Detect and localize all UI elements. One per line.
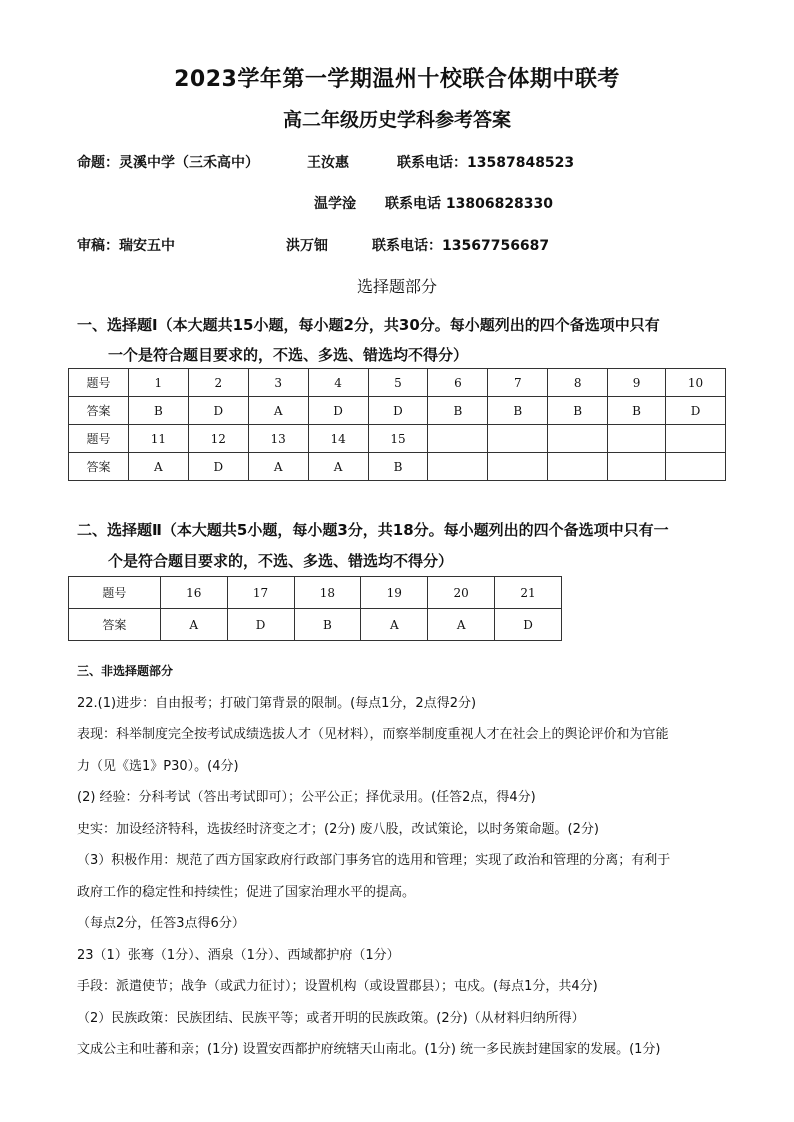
table-cell: 13	[248, 425, 308, 453]
table-cell: D	[666, 397, 726, 425]
reviewer-phone: 联系电话：13567756687	[372, 238, 550, 254]
table-cell: 8	[548, 369, 608, 397]
reviewer-school: 审稿：瑞安五中	[77, 238, 175, 254]
table-cell: A	[248, 397, 308, 425]
part3-answers	[77, 656, 727, 1066]
table-cell: 1	[128, 369, 188, 397]
answer-line: 手段：派遣使节；战争（或武力征讨）；设置机构（或设置郡县）；屯戍。(每点1分，共4分)	[77, 979, 598, 994]
reviewer-name: 洪万钿	[286, 238, 328, 254]
table-cell: D	[188, 397, 248, 425]
document-subtitle: 高二年级历史学科参考答案	[282, 109, 511, 131]
row-label-answer: 答案	[69, 453, 129, 481]
table-cell	[666, 425, 726, 453]
answer-line: 力（见《选1》P30）。(4分)	[77, 758, 239, 774]
table-cell	[428, 425, 488, 453]
table-cell: D	[308, 397, 368, 425]
table-cell: B	[608, 397, 666, 425]
part2-heading-line1: 二、选择题Ⅱ（本大题共5小题，每小题3分，共18分。每小题列出的四个备选项中只有一	[77, 521, 669, 539]
proposer-school: 命题：灵溪中学（三禾高中）	[77, 155, 259, 171]
table-cell: B	[294, 609, 361, 641]
table-row	[69, 577, 562, 609]
table-cell	[548, 425, 608, 453]
table-cell	[548, 453, 608, 481]
row-label-question: 题号	[69, 425, 129, 453]
row-label-answer: 答案	[69, 609, 161, 641]
answer-line: 22.(1)进步：自由报考；打破门第背景的限制。(每点1分，2点得2分)	[77, 695, 477, 711]
table-cell: 20	[428, 577, 495, 609]
table-cell: B	[128, 397, 188, 425]
table-cell: 2	[188, 369, 248, 397]
table-cell: B	[488, 397, 548, 425]
table-row	[69, 609, 562, 641]
proposer2-phone: 联系电话 13806828330	[385, 196, 554, 212]
table-cell: 10	[666, 369, 726, 397]
answer-line: 政府工作的稳定性和持续性；促进了国家治理水平的提高。	[77, 884, 416, 900]
document-title: 2023学年第一学期温州十校联合体期中联考	[174, 67, 620, 92]
answer-line: （2）民族政策：民族团结、民族平等；或者开明的民族政策。(2分)（从材料归纳所得）	[77, 1010, 585, 1026]
table-cell: 3	[248, 369, 308, 397]
table-cell: 21	[495, 577, 562, 609]
table-cell: 12	[188, 425, 248, 453]
table-row	[69, 397, 726, 425]
proposer-phone: 联系电话：13587848523	[397, 155, 575, 171]
table-cell: A	[248, 453, 308, 481]
table-cell: A	[128, 453, 188, 481]
table-cell: 6	[428, 369, 488, 397]
answer-line: 23（1）张骞（1分）、酒泉（1分）、西域都护府（1分）	[77, 947, 400, 963]
table-row	[69, 369, 726, 397]
proposer2-name: 温学淦	[314, 196, 356, 212]
table-cell: 18	[294, 577, 361, 609]
table-cell: A	[361, 609, 428, 641]
table-cell: 15	[368, 425, 428, 453]
table-cell	[488, 425, 548, 453]
part1-answer-table	[68, 368, 726, 481]
answer-line: （每点2分，任答3点得6分）	[77, 916, 245, 931]
part1-heading-line2: 一个是符合题目要求的，不选、多选、错选均不得分）	[108, 346, 469, 364]
table-cell: A	[308, 453, 368, 481]
table-cell	[666, 453, 726, 481]
table-cell: 9	[608, 369, 666, 397]
part2-answer-table	[68, 576, 562, 641]
row-label-question: 题号	[69, 577, 161, 609]
table-cell: 4	[308, 369, 368, 397]
table-cell: 7	[488, 369, 548, 397]
answer-line: 史实：加设经济特科，选拔经时济变之才；(2分) 废八股，改试策论，以时务策命题。(2分)	[77, 821, 599, 837]
table-cell: D	[227, 609, 294, 641]
answer-line: 文成公主和吐蕃和亲；(1分) 设置安西都护府统辖天山南北。(1分) 统一多民族封建国家的发展。(1分)	[77, 1042, 661, 1057]
table-cell: 14	[308, 425, 368, 453]
table-cell: A	[428, 609, 495, 641]
answer-line: （3）积极作用：规范了西方国家政府行政部门事务官的选用和管理；实现了政治和管理的分离；有利于	[77, 853, 671, 868]
table-cell: 11	[128, 425, 188, 453]
table-cell: B	[368, 453, 428, 481]
table-cell	[488, 453, 548, 481]
proposer-name: 王汝惠	[307, 155, 349, 171]
row-label-question: 题号	[69, 369, 129, 397]
table-cell: B	[548, 397, 608, 425]
table-cell	[608, 453, 666, 481]
table-cell: 5	[368, 369, 428, 397]
table-cell	[608, 425, 666, 453]
table-cell	[428, 453, 488, 481]
part1-heading-line1: 一、选择题Ⅰ（本大题共15小题，每小题2分，共30分。每小题列出的四个备选项中只有	[77, 316, 660, 334]
table-cell: 19	[361, 577, 428, 609]
table-cell: 16	[160, 577, 227, 609]
section-title: 选择题部分	[356, 277, 437, 296]
table-cell: A	[160, 609, 227, 641]
answer-line: (2) 经验：分科考试（答出考试即可）；公平公正；择优录用。(任答2点，得4分)	[77, 790, 536, 805]
table-row	[69, 453, 726, 481]
row-label-answer: 答案	[69, 397, 129, 425]
table-cell: D	[368, 397, 428, 425]
part3-heading: 三、非选择题部分	[77, 664, 174, 678]
part2-heading-line2: 个是符合题目要求的，不选、多选、错选均不得分）	[108, 552, 454, 570]
table-cell: D	[495, 609, 562, 641]
table-cell: 17	[227, 577, 294, 609]
answer-line: 表现：科举制度完全按考试成绩选拔人才（见材料），而察举制度重视人才在社会上的舆论评价和为官能	[77, 727, 669, 742]
table-row	[69, 425, 726, 453]
table-cell: D	[188, 453, 248, 481]
table-cell: B	[428, 397, 488, 425]
